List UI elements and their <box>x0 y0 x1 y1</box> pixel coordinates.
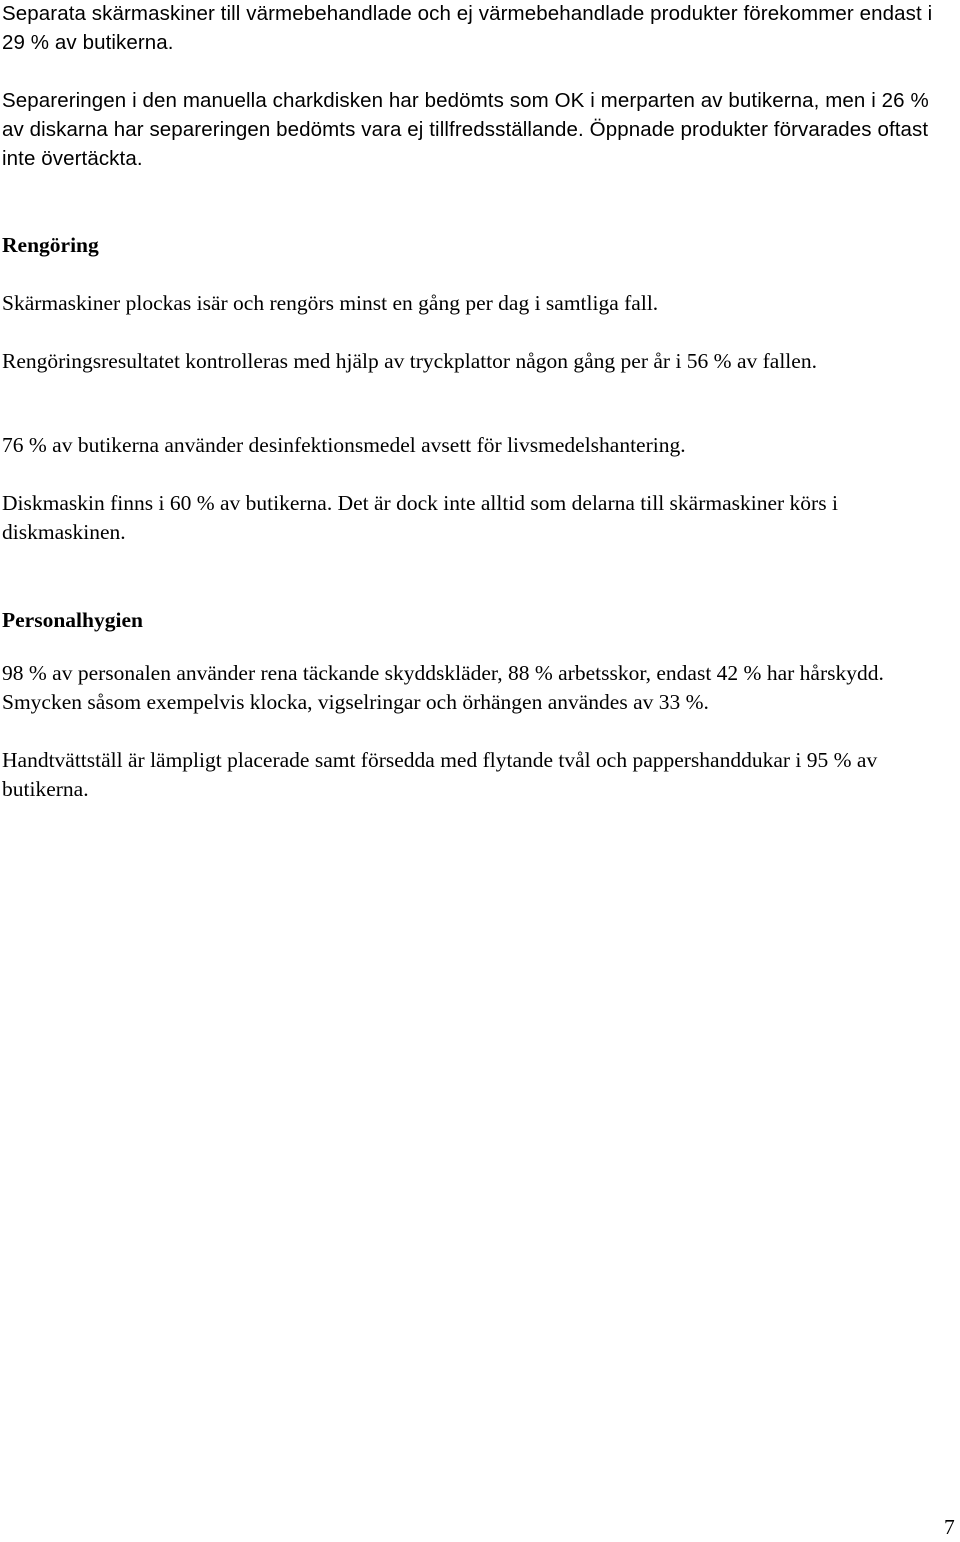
paragraph-handwashing: Handtvättställ är lämpligt placerade samt försedda med flytande tvål och pappershanddukar i 95 % av butikerna. <box>2 748 878 801</box>
paragraph-slicer-cleaning: Skärmaskiner plockas isär och rengörs minst en gång per dag i samtliga fall. <box>2 291 659 315</box>
paragraph-disinfectant: 76 % av butikerna använder desinfektionsmedel avsett för livsmedelshantering. <box>2 433 686 457</box>
section-heading-personal-hygiene: Personalhygien <box>2 608 143 632</box>
paragraph-dishwasher: Diskmaskin finns i 60 % av butikerna. Det är dock inte alltid som delarna till skärmaskiner körs i diskmaskinen. <box>2 491 838 544</box>
section-heading-cleaning: Rengöring <box>2 233 99 257</box>
paragraph-separate-slicers: Separata skärmaskiner till värmebehandlade och ej värmebehandlade produkter förekommer endast i 29 % av butikerna. <box>2 2 933 54</box>
paragraph-protective-clothing: 98 % av personalen använder rena täckande skyddskläder, 88 % arbetsskor, endast 42 % har hårskydd. Smycken såsom exempelvis klocka, vigselringar och örhängen användes av 33 %. <box>2 661 884 714</box>
paragraph-separation-counter: Separeringen i den manuella charkdisken har bedömts som OK i merparten av butikerna, men i 26 % av diskarna har separeringen bedömts vara ej tillfredsställande. Öppnade produkter förvarades oftast inte övertäckta. <box>2 89 929 170</box>
paragraph-cleaning-control: Rengöringsresultatet kontrolleras med hjälp av tryckplattor någon gång per år i 56 % av fallen. <box>2 349 817 373</box>
page-number: 7 <box>944 1515 955 1539</box>
